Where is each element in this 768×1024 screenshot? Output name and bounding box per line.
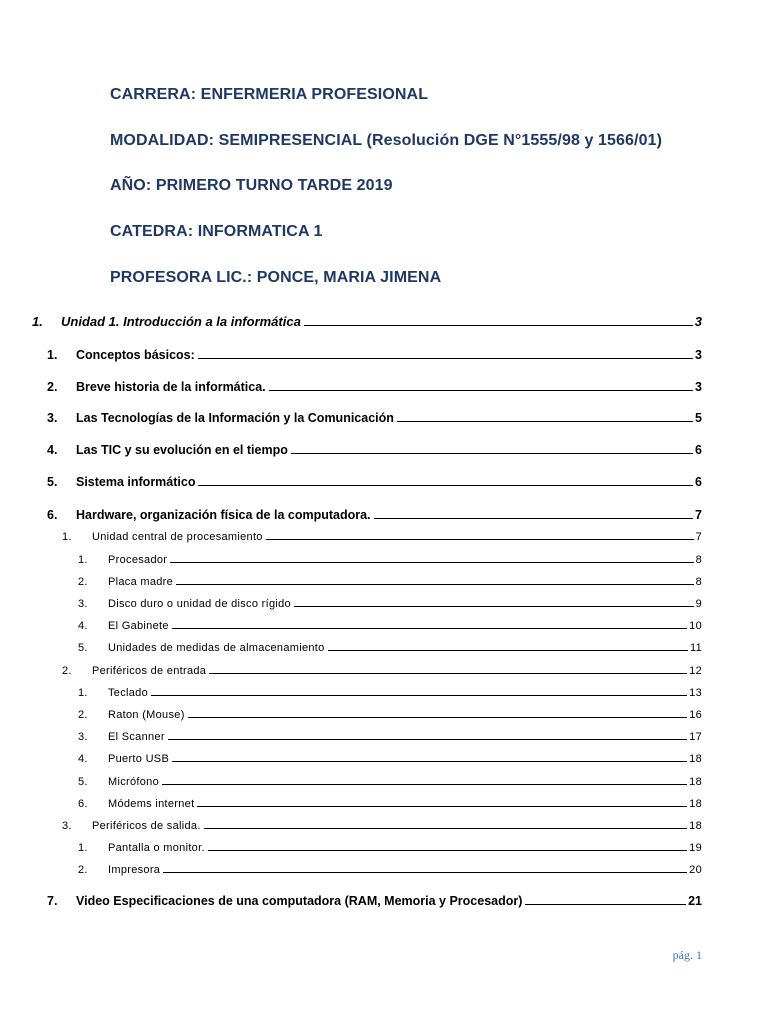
toc-entry-page-number: 17: [689, 731, 702, 743]
toc-leader-line: [198, 485, 693, 486]
toc-leader-line: [304, 325, 693, 326]
toc-entry-title: El Scanner: [108, 731, 165, 743]
toc-entry-number: 5.: [78, 776, 88, 788]
toc-entry-title: Unidad 1. Introducción a la informática: [61, 314, 301, 329]
toc-entry[interactable]: [78, 798, 702, 810]
toc-leader-line: [328, 650, 688, 651]
anio-heading: AÑO: PRIMERO TURNO TARDE 2019: [110, 177, 393, 194]
carrera-heading: CARRERA: ENFERMERIA PROFESIONAL: [110, 86, 429, 103]
toc-entry-number: 2.: [78, 576, 88, 588]
toc-entry[interactable]: [78, 753, 702, 765]
toc-entry[interactable]: [78, 642, 702, 654]
toc-entry-page-number: 6: [695, 443, 702, 457]
toc-entry-title: Módems internet: [108, 798, 195, 810]
toc-entry-number: 1.: [62, 531, 72, 543]
toc-entry-number: 1.: [32, 314, 43, 329]
toc-leader-line: [525, 904, 686, 905]
toc-entry-page-number: 18: [689, 798, 702, 810]
toc-entry-title: Las Tecnologías de la Información y la Comunicación: [76, 411, 394, 425]
toc-entry-title: Breve historia de la informática.: [76, 380, 266, 394]
toc-entry[interactable]: [47, 411, 702, 425]
toc-entry[interactable]: [78, 598, 702, 610]
toc-entry-title: Unidad central de procesamiento: [92, 531, 263, 543]
toc-entry-page-number: 8: [695, 576, 702, 588]
toc-entry-page-number: 18: [689, 820, 702, 832]
toc-entry-title: Unidades de medidas de almacenamiento: [108, 642, 325, 654]
toc-entry-title: El Gabinete: [108, 620, 169, 632]
toc-entry-page-number: 16: [689, 709, 702, 721]
toc-entry[interactable]: [78, 776, 702, 788]
toc-entry-title: Impresora: [108, 864, 161, 876]
toc-entry-page-number: 18: [689, 776, 702, 788]
toc-leader-line: [197, 806, 687, 807]
toc-entry[interactable]: [62, 665, 702, 677]
toc-leader-line: [168, 739, 687, 740]
toc-entry-number: 1.: [78, 842, 88, 854]
toc-entry-number: 1.: [47, 348, 58, 362]
toc-entry-number: 2.: [78, 709, 88, 721]
toc-entry-title: Puerto USB: [108, 753, 170, 765]
toc-entry-number: 1.: [78, 687, 88, 699]
modalidad-heading: MODALIDAD: SEMIPRESENCIAL (Resolución DGE N°1555/98 y 1566/01): [110, 132, 663, 149]
toc-entry[interactable]: [47, 443, 702, 457]
toc-entry-number: 7.: [47, 894, 58, 908]
toc-entry[interactable]: [32, 314, 702, 329]
toc-leader-line: [172, 628, 687, 629]
toc-entry-page-number: 13: [689, 687, 702, 699]
toc-entry-title: Sistema informático: [76, 475, 196, 489]
toc-entry-page-number: 8: [695, 554, 702, 566]
toc-entry-page-number: 21: [688, 894, 702, 908]
toc-entry-title: Video Especificaciones de una computadora (RAM, Memoria y Procesador): [76, 894, 523, 908]
toc-entry[interactable]: [78, 864, 702, 876]
toc-entry-number: 4.: [47, 443, 58, 457]
catedra-heading: CATEDRA: INFORMATICA 1: [110, 223, 323, 240]
toc-entry-number: 4.: [78, 753, 88, 765]
toc-entry-page-number: 3: [695, 348, 702, 362]
toc-entry[interactable]: [78, 842, 702, 854]
toc-entry-page-number: 20: [689, 864, 702, 876]
toc-entry-page-number: 7: [695, 508, 702, 522]
toc-entry-title: Teclado: [108, 687, 149, 699]
toc-leader-line: [291, 453, 693, 454]
toc-entry-number: 3.: [78, 731, 88, 743]
toc-leader-line: [204, 828, 687, 829]
toc-entry[interactable]: [78, 554, 702, 566]
toc-entry[interactable]: [78, 731, 702, 743]
toc-entry-page-number: 7: [695, 531, 702, 543]
toc-entry[interactable]: [47, 380, 702, 394]
toc-entry[interactable]: [47, 508, 702, 522]
toc-leader-line: [151, 695, 687, 696]
toc-entry-page-number: 12: [689, 665, 702, 677]
toc-entry-page-number: 6: [695, 475, 702, 489]
toc-entry-number: 2.: [47, 380, 58, 394]
toc-entry-title: Placa madre: [108, 576, 174, 588]
toc-leader-line: [170, 562, 693, 563]
toc-entry-page-number: 3: [694, 314, 702, 329]
toc-leader-line: [188, 717, 688, 718]
toc-entry-number: 3.: [78, 598, 88, 610]
toc-leader-line: [172, 761, 687, 762]
toc-entry[interactable]: [47, 894, 702, 908]
toc-leader-line: [209, 673, 687, 674]
toc-entry[interactable]: [78, 709, 702, 721]
toc-entry-number: 6.: [47, 508, 58, 522]
toc-entry-title: Pantalla o monitor.: [108, 842, 205, 854]
toc-leader-line: [266, 539, 694, 540]
toc-entry-title: Las TIC y su evolución en el tiempo: [76, 443, 288, 457]
toc-entry[interactable]: [78, 620, 702, 632]
toc-leader-line: [294, 606, 694, 607]
toc-entry-page-number: 9: [695, 598, 702, 610]
toc-entry-title: Periféricos de salida.: [92, 820, 201, 832]
toc-entry[interactable]: [62, 531, 702, 543]
toc-entry-number: 2.: [78, 864, 88, 876]
toc-entry-page-number: 10: [689, 620, 702, 632]
toc-entry-page-number: 5: [695, 411, 702, 425]
toc-entry-number: 2.: [62, 665, 72, 677]
toc-leader-line: [162, 784, 687, 785]
toc-entry-number: 6.: [78, 798, 88, 810]
toc-entry[interactable]: [47, 348, 702, 362]
toc-entry-page-number: 3: [695, 380, 702, 394]
toc-entry-title: Raton (Mouse): [108, 709, 185, 721]
toc-leader-line: [374, 518, 694, 519]
toc-entry-title: Hardware, organización física de la computadora.: [76, 508, 371, 522]
profesora-heading: PROFESORA LIC.: PONCE, MARIA JIMENA: [110, 269, 442, 286]
toc-entry-page-number: 11: [689, 642, 702, 654]
toc-entry[interactable]: [47, 475, 702, 489]
toc-entry-title: Procesador: [108, 554, 168, 566]
toc-leader-line: [176, 584, 694, 585]
toc-leader-line: [198, 358, 693, 359]
toc-entry-number: 5.: [78, 642, 88, 654]
toc-leader-line: [397, 421, 693, 422]
toc-entry-page-number: 19: [689, 842, 702, 854]
toc-entry-title: Conceptos básicos:: [76, 348, 195, 362]
toc-entry-number: 5.: [47, 475, 58, 489]
toc-entry[interactable]: [78, 576, 702, 588]
page-number-footer: pág. 1: [672, 948, 702, 962]
toc-entry-number: 3.: [62, 820, 72, 832]
toc-leader-line: [208, 850, 687, 851]
toc-leader-line: [269, 390, 693, 391]
toc-entry-title: Disco duro o unidad de disco rígido: [108, 598, 291, 610]
toc-entry-number: 4.: [78, 620, 88, 632]
toc-entry[interactable]: [62, 820, 702, 832]
toc-entry-title: Micrófono: [108, 776, 159, 788]
toc-leader-line: [163, 872, 687, 873]
toc-entry[interactable]: [78, 687, 702, 699]
toc-entry-number: 1.: [78, 554, 88, 566]
toc-entry-page-number: 18: [689, 753, 702, 765]
toc-entry-number: 3.: [47, 411, 58, 425]
toc-entry-title: Periféricos de entrada: [92, 665, 207, 677]
